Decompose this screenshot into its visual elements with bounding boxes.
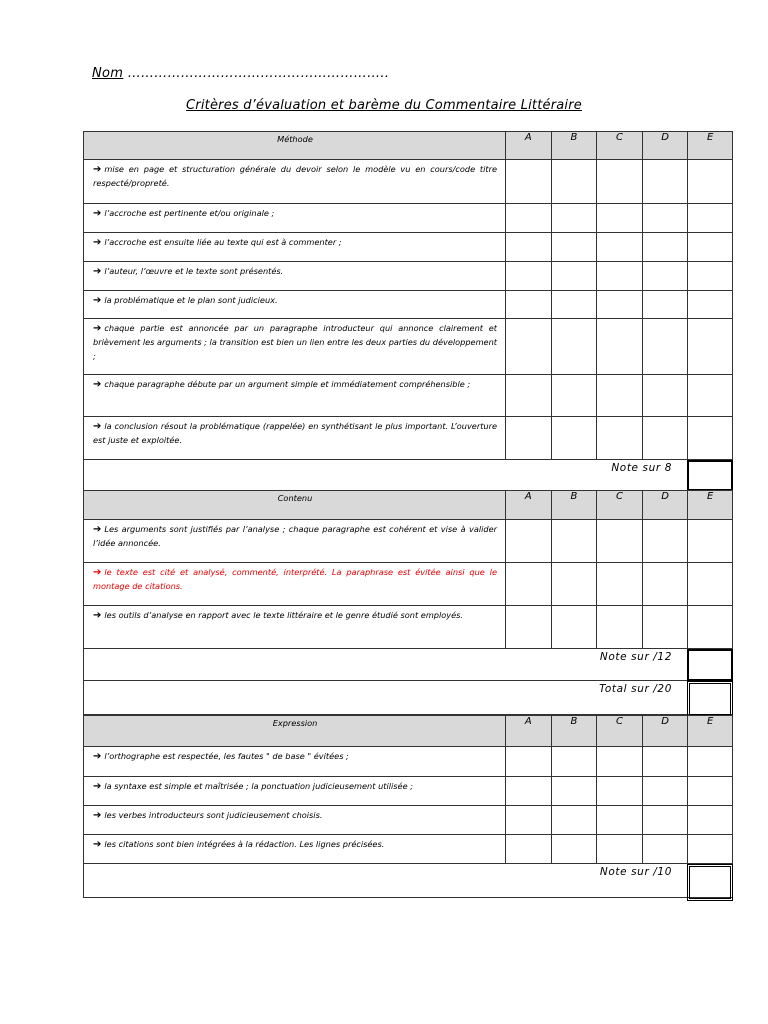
arrow-icon: ➔ [93,781,102,792]
grade-cell-c[interactable] [596,747,642,777]
col-header-d: D [642,715,688,747]
grade-cell-a[interactable] [505,262,551,291]
grade-cell-d[interactable] [642,160,688,204]
col-header-c: C [596,131,642,160]
col-header-a: A [505,715,551,747]
grade-cell-c[interactable] [596,375,642,417]
col-header-b: B [551,131,597,160]
col-header-e: E [687,715,733,747]
arrow-icon: ➔ [93,379,102,390]
grade-cell-b[interactable] [551,160,597,204]
criterion-row [83,319,733,375]
criterion-text: l’auteur, l’œuvre et le texte sont présentés. [104,266,284,276]
grade-cell-b[interactable] [551,777,597,806]
grade-cell-d[interactable] [642,233,688,262]
grade-cell-c[interactable] [596,835,642,864]
criterion-row [83,262,733,291]
grade-cell-b[interactable] [551,319,597,375]
grade-cell-b[interactable] [551,417,597,460]
criterion-row [83,204,733,233]
arrow-icon: ➔ [93,610,102,621]
grade-cell-d[interactable] [642,606,688,649]
grade-cell-b[interactable] [551,233,597,262]
grade-cell-c[interactable] [596,806,642,835]
section-header-contenu [83,490,733,520]
criterion-row [83,835,733,864]
note-box[interactable] [687,460,733,491]
col-header-e: E [687,131,733,160]
grade-cell-c[interactable] [596,204,642,233]
grade-cell-d[interactable] [642,417,688,460]
grade-cell-d[interactable] [642,262,688,291]
col-header-c: C [596,715,642,747]
criterion-text: l’accroche est ensuite liée au texte qui est à commenter ; [104,237,342,247]
grade-cell-c[interactable] [596,319,642,375]
section-header-expression [83,715,733,747]
grade-cell-d[interactable] [642,204,688,233]
criterion-text: la problématique et le plan sont judicieux. [104,295,278,305]
criterion-row [83,375,733,417]
grade-cell-e[interactable] [687,291,733,319]
grade-cell-a[interactable] [505,291,551,319]
grade-cell-a[interactable] [505,747,551,777]
grade-cell-e[interactable] [687,606,733,649]
criterion-text: mise en page et structuration générale du devoir selon le modèle vu en cours/code titre respecté/propreté. [93,164,497,188]
arrow-icon: ➔ [93,164,102,175]
arrow-icon: ➔ [93,266,102,277]
arrow-icon: ➔ [93,237,102,248]
criterion-text: Les arguments sont justifiés par l’analyse ; chaque paragraphe est cohérent et vise à valider l’idée annoncée. [93,524,497,548]
criterion-text: les citations sont bien intégrées à la rédaction. Les lignes précisées. [104,839,385,849]
grade-cell-c[interactable] [596,777,642,806]
grade-cell-e[interactable] [687,747,733,777]
grade-cell-d[interactable] [642,563,688,606]
arrow-icon: ➔ [93,524,102,535]
grade-cell-b[interactable] [551,563,597,606]
criterion-row [83,291,733,319]
grade-cell-b[interactable] [551,291,597,319]
note-box[interactable] [687,649,733,681]
page-title: Critères d’évaluation et barème du Commentaire Littéraire [186,98,582,113]
grade-cell-a[interactable] [505,563,551,606]
section-header-methode [83,131,733,160]
criterion-text: chaque paragraphe débute par un argument simple et immédiatement compréhensible ; [104,379,471,389]
grade-cell-a[interactable] [505,160,551,204]
criterion-row [83,160,733,204]
criterion-row [83,563,733,606]
grade-cell-e[interactable] [687,319,733,375]
grade-cell-d[interactable] [642,375,688,417]
grade-cell-e[interactable] [687,520,733,563]
arrow-icon: ➔ [93,208,102,219]
grade-cell-a[interactable] [505,375,551,417]
criterion-row [83,777,733,806]
arrow-icon: ➔ [93,839,102,850]
grade-cell-b[interactable] [551,806,597,835]
criterion-row [83,747,733,777]
grade-cell-b[interactable] [551,262,597,291]
note-label: Note sur /12 [599,651,672,663]
criterion-text: les verbes introducteurs sont judicieusement choisis. [104,810,323,820]
grade-cell-e[interactable] [687,375,733,417]
grade-cell-d[interactable] [642,319,688,375]
criterion-row [83,233,733,262]
total-box[interactable] [687,681,733,717]
grade-cell-c[interactable] [596,233,642,262]
grade-cell-d[interactable] [642,291,688,319]
grade-cell-b[interactable] [551,606,597,649]
grade-cell-b[interactable] [551,375,597,417]
col-header-a: A [505,490,551,520]
grade-cell-e[interactable] [687,563,733,606]
section-title: Méthode [83,131,505,160]
note-label: Note sur 8 [611,462,672,474]
grade-cell-e[interactable] [687,204,733,233]
criterion-text: les outils d’analyse en rapport avec le texte littéraire et le genre étudié sont employés. [104,610,464,620]
criterion-text: la syntaxe est simple et maîtrisée ; la ponctuation judicieusement utilisée ; [104,781,413,791]
total-row [83,681,733,715]
criterion-text: l’orthographe est respectée, les fautes " de base " évitées ; [104,751,349,761]
grade-cell-e[interactable] [687,262,733,291]
criterion-text: le texte est cité et analysé, commenté, interprété. La paraphrase est évitée ainsi que le montage de citations. [93,567,497,591]
grade-cell-e[interactable] [687,835,733,864]
grade-cell-a[interactable] [505,606,551,649]
grade-cell-c[interactable] [596,417,642,460]
nom-field[interactable] [92,66,389,81]
grade-cell-d[interactable] [642,747,688,777]
grade-cell-a[interactable] [505,835,551,864]
grade-cell-b[interactable] [551,835,597,864]
grade-cell-b[interactable] [551,520,597,563]
arrow-icon: ➔ [93,323,102,334]
total-label: Total sur /20 [599,683,672,695]
grade-cell-e[interactable] [687,777,733,806]
grade-cell-e[interactable] [687,417,733,460]
grade-cell-e[interactable] [687,160,733,204]
grade-cell-c[interactable] [596,563,642,606]
arrow-icon: ➔ [93,421,102,432]
grade-cell-a[interactable] [505,319,551,375]
grade-cell-d[interactable] [642,520,688,563]
col-header-e: E [687,490,733,520]
criterion-row [83,606,733,649]
criterion-row [83,520,733,563]
arrow-icon: ➔ [93,567,102,578]
grade-cell-a[interactable] [505,777,551,806]
grade-cell-a[interactable] [505,204,551,233]
grade-cell-a[interactable] [505,233,551,262]
grade-cell-b[interactable] [551,204,597,233]
grade-cell-a[interactable] [505,806,551,835]
grade-cell-c[interactable] [596,291,642,319]
col-header-c: C [596,490,642,520]
col-header-a: A [505,131,551,160]
grade-cell-c[interactable] [596,606,642,649]
nom-dots: ………………………………………………….. [127,66,390,81]
note-row-contenu [83,649,733,681]
note-row-expression [83,864,733,898]
grade-cell-c[interactable] [596,160,642,204]
criterion-text: chaque partie est annoncée par un paragraphe introducteur qui annonce clairement et brièvement les arguments ; la transition est bien un lien entre les deux parties du développement ; [93,323,497,361]
criterion-text: l’accroche est pertinente et/ou originale ; [104,208,275,218]
nom-label: Nom [92,66,124,81]
col-header-d: D [642,131,688,160]
grade-cell-a[interactable] [505,520,551,563]
note-label: Note sur /10 [599,866,672,878]
grade-cell-d[interactable] [642,806,688,835]
grade-cell-a[interactable] [505,417,551,460]
grade-cell-b[interactable] [551,747,597,777]
grade-cell-d[interactable] [642,777,688,806]
note-row-methode [83,460,733,491]
arrow-icon: ➔ [93,810,102,821]
criterion-text: la conclusion résout la problématique (rappelée) en synthétisant le plus important. L’ouverture est juste et exploitée. [93,421,497,445]
col-header-d: D [642,490,688,520]
grade-cell-c[interactable] [596,520,642,563]
grade-cell-e[interactable] [687,806,733,835]
section-title: Expression [83,715,505,747]
col-header-b: B [551,715,597,747]
section-title: Contenu [83,490,505,520]
arrow-icon: ➔ [93,751,102,762]
note-box[interactable] [687,864,733,901]
grade-cell-d[interactable] [642,835,688,864]
grade-cell-e[interactable] [687,233,733,262]
col-header-b: B [551,490,597,520]
grade-cell-c[interactable] [596,262,642,291]
criterion-row [83,417,733,460]
criterion-row [83,806,733,835]
arrow-icon: ➔ [93,295,102,306]
